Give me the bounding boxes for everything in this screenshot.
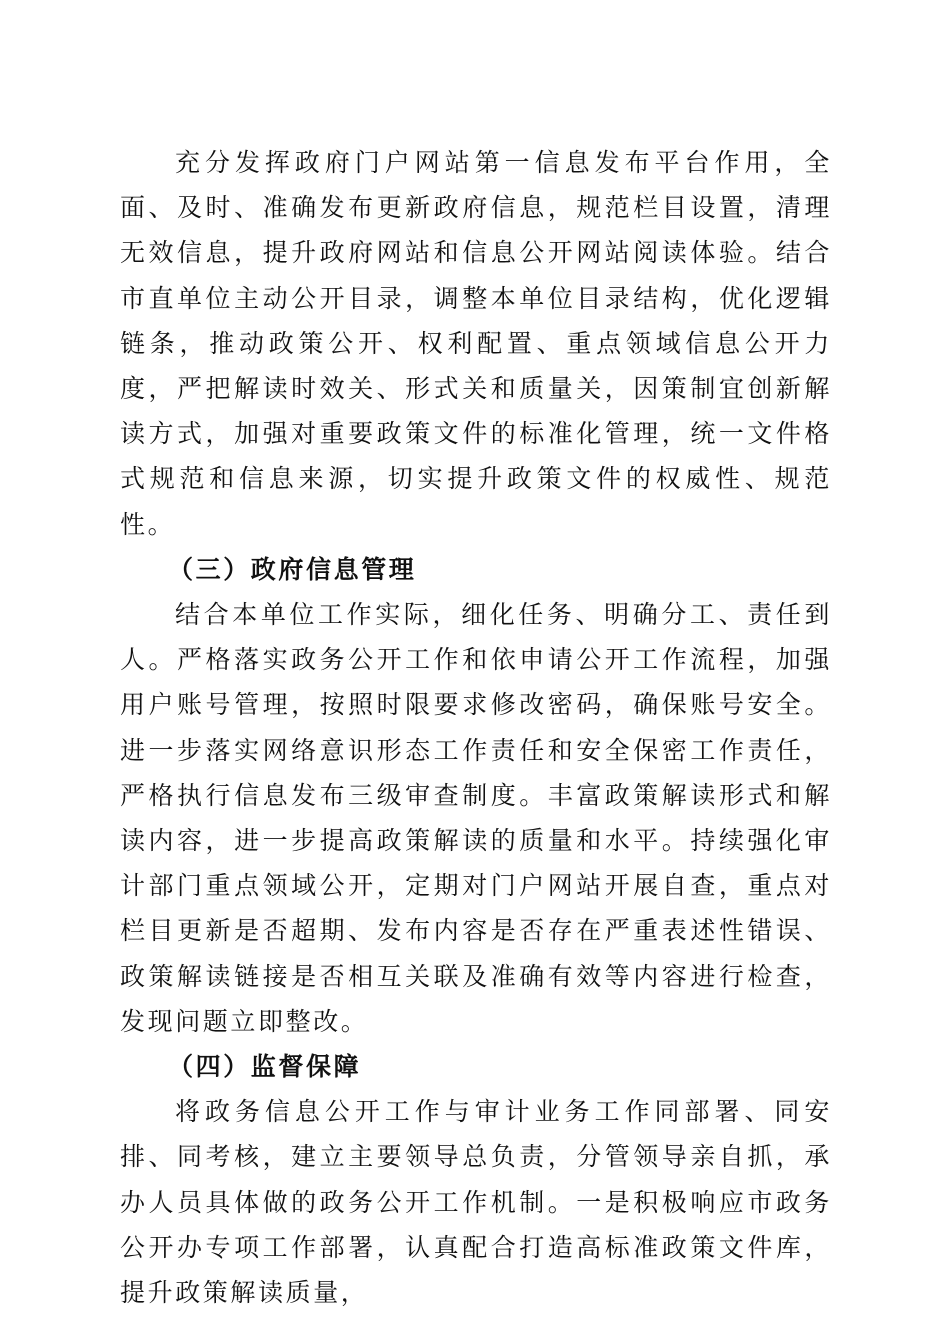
paragraph-supervision: 将政务信息公开工作与审计业务工作同部署、同安排、同考核，建立主要领导总负责，分管领导亲自抓，承办人员具体做的政务公开工作机制。一是积极响应市政务公开办专项工作部署，认真配合打造高标准政策文件库，提升政策解读质量，	[120, 1097, 832, 1308]
paragraph-website-info-release: 充分发挥政府门户网站第一信息发布平台作用，全面、及时、准确发布更新政府信息，规范栏目设置，清理无效信息，提升政府网站和信息公开网站阅读体验。结合市直单位主动公开目录，调整本单位目录结构，优化逻辑链条，推动政策公开、权利配置、重点领域信息公开力度，严把解读时效关、形式关和质量关，因策制宜创新解读方式，加强对重要政策文件的标准化管理，统一文件格式规范和信息来源，切实提升政策文件的权威性、规范性。	[120, 148, 832, 539]
paragraph-info-management: 结合本单位工作实际，细化任务、明确分工、责任到人。严格落实政务公开工作和依申请公开工作流程，加强用户账号管理，按照时限要求修改密码，确保账号安全。进一步落实网络意识形态工作责任和安全保密工作责任，严格执行信息发布三级审查制度。丰富政策解读形式和解读内容，进一步提高政策解读的质量和水平。持续强化审计部门重点领域公开，定期对门户网站开展自查，重点对栏目更新是否超期、发布内容是否存在严重表述性错误、政策解读链接是否相互关联及准确有效等内容进行检查，发现问题立即整改。	[120, 600, 832, 1036]
document-body	[120, 140, 832, 1315]
section-heading-supervision-guarantee: （四）监督保障	[168, 1052, 362, 1082]
section-heading-government-info-management: （三）政府信息管理	[168, 554, 417, 584]
